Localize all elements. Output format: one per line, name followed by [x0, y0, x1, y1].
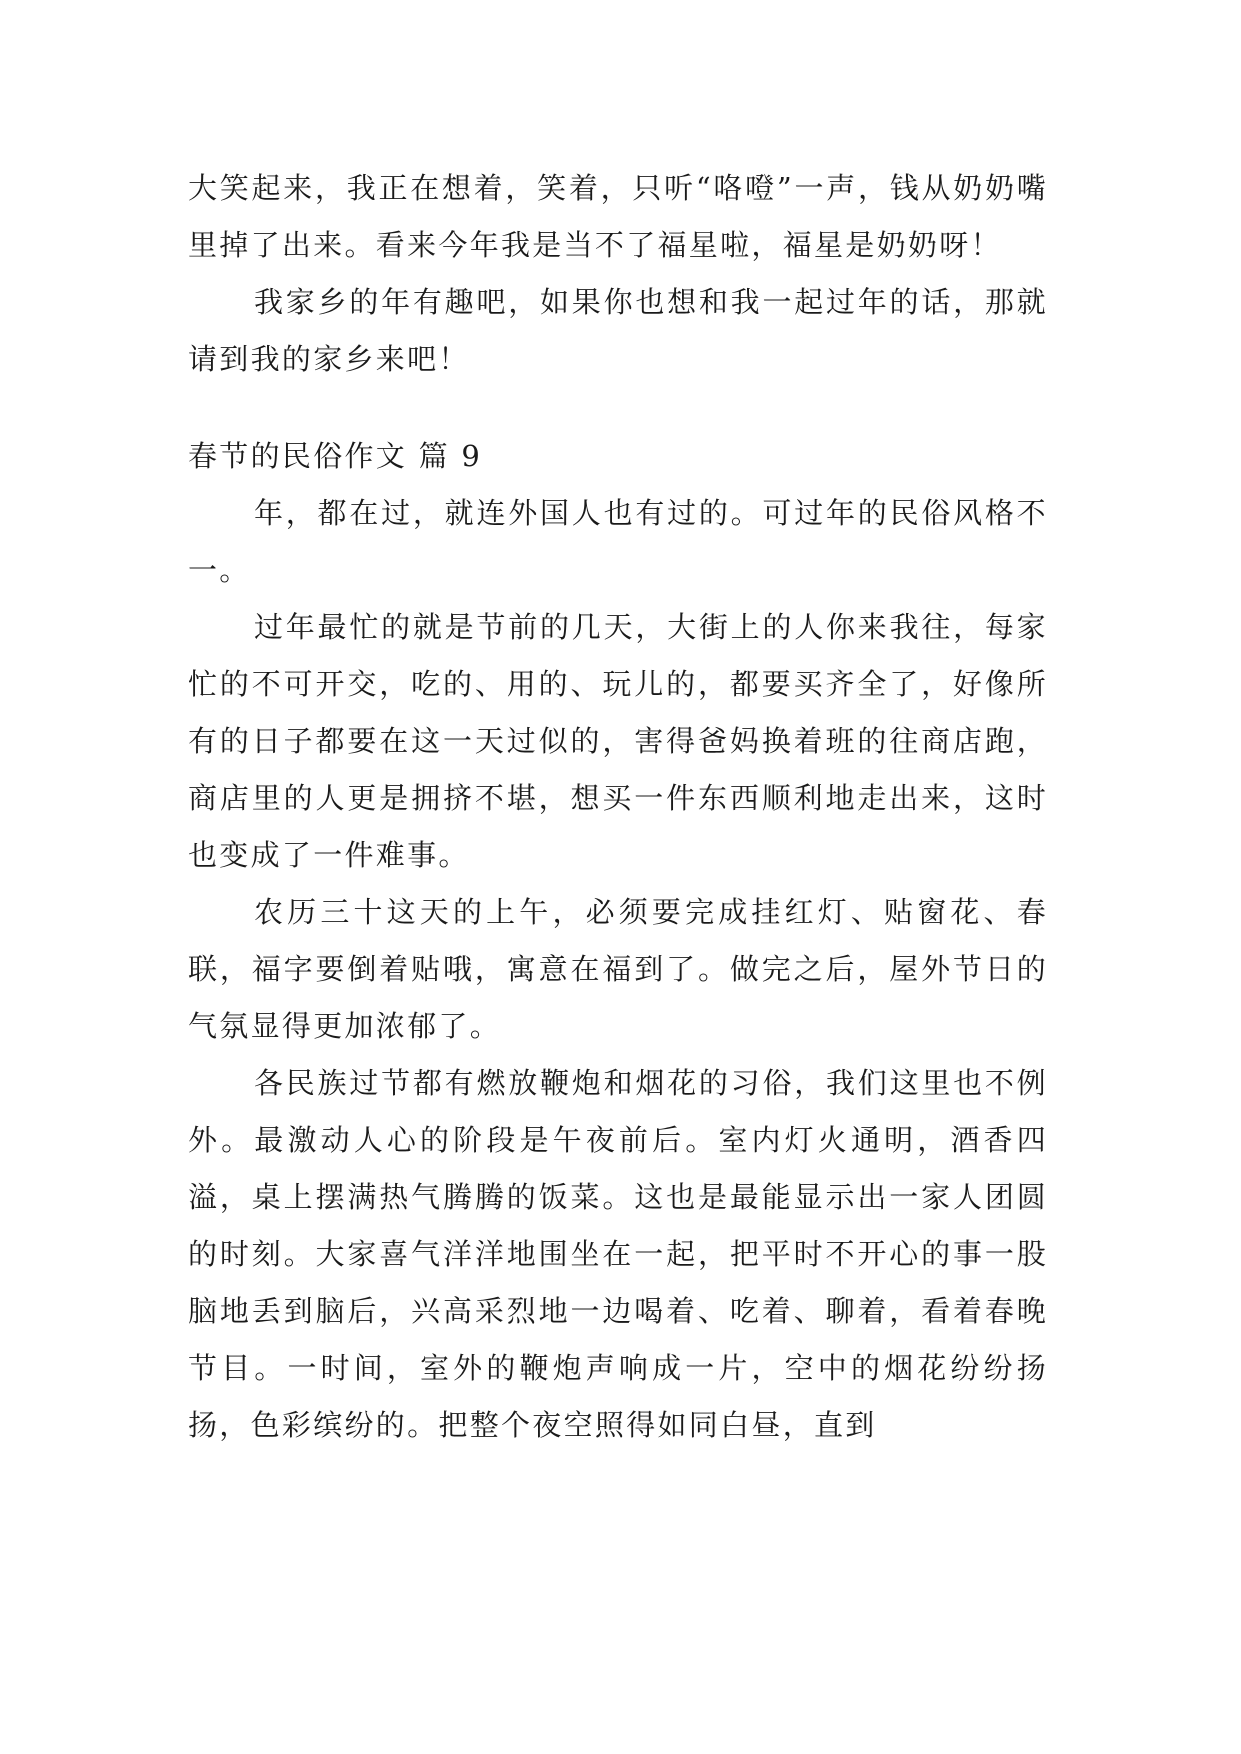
paragraph-4: 各民族过节都有燃放鞭炮和烟花的习俗，我们这里也不例外。最激动人心的阶段是午夜前后。室内灯火通明，酒香四溢，桌上摆满热气腾腾的饭菜。这也是最能显示出一家人团圆的时刻。大家喜气洋洋地围坐在一起，把平时不开心的事一股脑地丢到脑后，兴高采烈地一边喝着、吃着、聊着，看着春晚节目。一时间，室外的鞭炮声响成一片，空中的烟花纷纷扬扬，色彩缤纷的。把整个夜空照得如同白昼，直到 — [188, 1066, 1048, 1442]
section-spacer — [188, 388, 1048, 428]
document-body — [188, 160, 1048, 1454]
paragraph-continued: 大笑起来，我正在想着，笑着，只听“咯噔”一声，钱从奶奶嘴里掉了出来。看来今年我是当不了福星啦，福星是奶奶呀！ — [188, 171, 1048, 262]
section-title: 春节的民俗作文 篇 9 — [188, 439, 483, 473]
paragraph-hometown: 我家乡的年有趣吧，如果你也想和我一起过年的话，那就请到我的家乡来吧！ — [188, 285, 1048, 376]
paragraph-2: 过年最忙的就是节前的几天，大街上的人你来我往，每家忙的不可开交，吃的、用的、玩儿的，都要买齐全了，好像所有的日子都要在这一天过似的，害得爸妈换着班的往商店跑，商店里的人更是拥挤不堪，想买一件东西顺利地走出来，这时也变成了一件难事。 — [188, 610, 1048, 872]
paragraph-3: 农历三十这天的上午，必须要完成挂红灯、贴窗花、春联，福字要倒着贴哦，寓意在福到了。做完之后，屋外节日的气氛显得更加浓郁了。 — [188, 895, 1048, 1043]
paragraph-1: 年，都在过，就连外国人也有过的。可过年的民俗风格不一。 — [188, 496, 1048, 587]
